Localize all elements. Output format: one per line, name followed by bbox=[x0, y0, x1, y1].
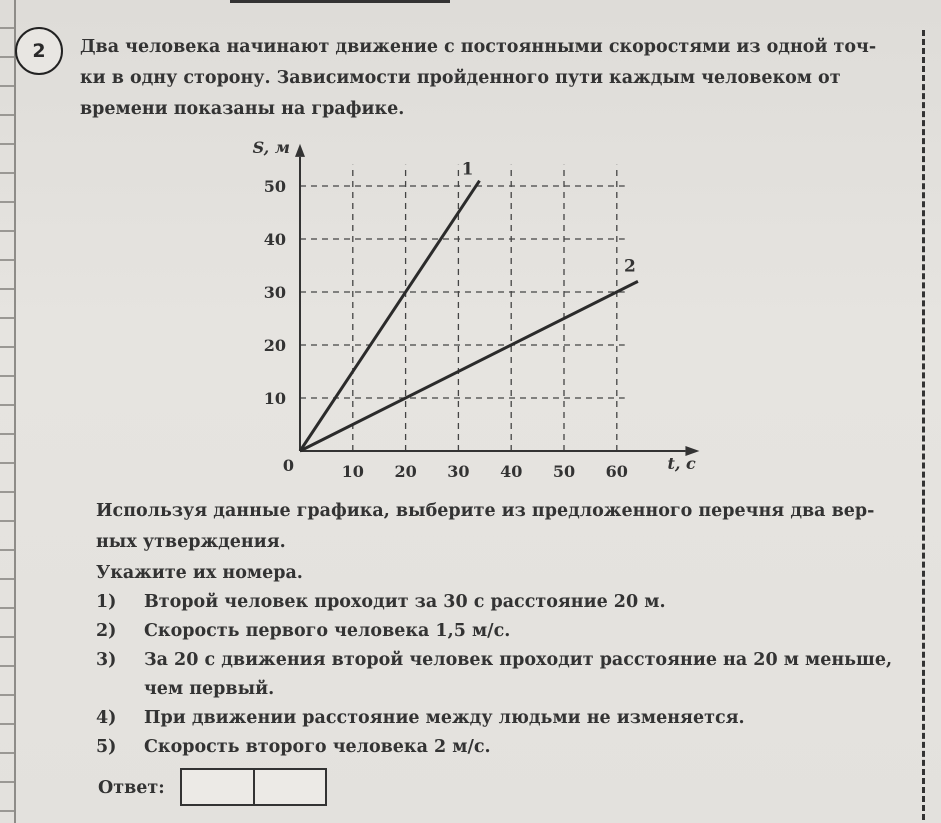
y-tick-label: 20 bbox=[263, 336, 286, 355]
question-line: Используя данные графика, выберите из предложенного перечня два вер- bbox=[96, 501, 875, 521]
answer-box bbox=[180, 768, 327, 806]
y-tick-label: 30 bbox=[263, 283, 286, 302]
series-label: 2 bbox=[623, 256, 636, 277]
series-line-2 bbox=[300, 281, 638, 451]
x-axis-label: t, с bbox=[667, 454, 696, 473]
option-text: Скорость второго человека 2 м/с. bbox=[144, 737, 491, 757]
option-number: 2) bbox=[96, 621, 117, 641]
option-text: За 20 с движения второй человек проходит расстояние на 20 м меньше, bbox=[144, 650, 893, 670]
option-text: чем первый. bbox=[144, 679, 275, 699]
series-line-1 bbox=[300, 181, 480, 451]
answer-cell-1[interactable] bbox=[182, 770, 253, 804]
option-text: При движении расстояние между людьми не изменяется. bbox=[144, 708, 745, 728]
option-text: Скорость первого человека 1,5 м/с. bbox=[144, 621, 511, 641]
y-tick-label: 50 bbox=[263, 177, 286, 196]
series-label: 1 bbox=[461, 159, 474, 180]
intro-line: ки в одну сторону. Зависимости пройденного пути каждым человеком от bbox=[80, 68, 841, 88]
x-tick-label: 20 bbox=[394, 462, 417, 481]
y-axis-label: S, м bbox=[252, 137, 290, 157]
intro-line: времени показаны на графике. bbox=[80, 99, 405, 119]
y-tick-label: 10 bbox=[263, 389, 286, 408]
option-number: 1) bbox=[96, 592, 117, 612]
origin-label: 0 bbox=[282, 456, 294, 475]
intro-line: Два человека начинают движение с постоянными скоростями из одной точ- bbox=[80, 37, 877, 57]
option-number: 3) bbox=[96, 650, 117, 670]
x-tick-label: 60 bbox=[605, 462, 628, 481]
option-number: 4) bbox=[96, 708, 117, 728]
question-line: ных утверждения. bbox=[96, 532, 286, 552]
x-tick-label: 50 bbox=[552, 462, 576, 481]
task-number-badge: 2 bbox=[15, 27, 63, 75]
y-tick-label: 40 bbox=[263, 230, 286, 249]
answer-label: Ответ: bbox=[98, 778, 165, 798]
answer-cell-2[interactable] bbox=[253, 770, 326, 804]
question-text bbox=[96, 496, 874, 589]
x-tick-label: 30 bbox=[447, 462, 470, 481]
y-axis-arrow bbox=[295, 144, 305, 157]
x-tick-label: 10 bbox=[341, 462, 364, 481]
question-line: Укажите их номера. bbox=[96, 563, 303, 583]
x-tick-label: 40 bbox=[500, 462, 523, 481]
option-text: Второй человек проходит за 30 с расстояние 20 м. bbox=[144, 592, 666, 612]
option-number: 5) bbox=[96, 737, 117, 757]
